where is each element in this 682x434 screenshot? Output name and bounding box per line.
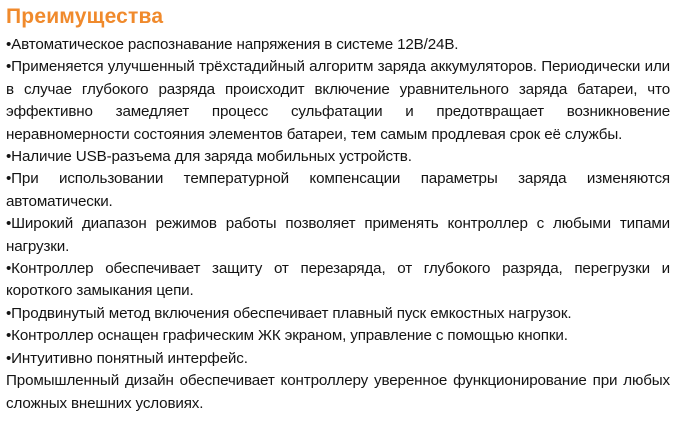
list-item-temperature-compensation: •При использовании температурной компенсации параметры заряда изменяются автоматически.	[6, 170, 670, 210]
list-item-soft-start: •Продвинутый метод включения обеспечивает плавный пуск емкостных нагрузок.	[6, 304, 572, 322]
list-item-protection: •Контроллер обеспечивает защиту от перезаряда, от глубокого разряда, перегрузки и короткого замыкания цепи.	[6, 260, 670, 300]
list-item-lcd-screen: •Контроллер оснащен графическим ЖК экраном, управление с помощью кнопки.	[6, 327, 568, 345]
page-title: Преимущества	[6, 5, 164, 28]
list-item-voltage-detection: •Автоматическое распознавание напряжения в системе 12В/24В.	[6, 36, 459, 53]
document-page	[6, 4, 670, 415]
list-item-interface: •Интуитивно понятный интерфейс.	[6, 349, 248, 367]
list-item-load-modes: •Широкий диапазон режимов работы позволяет применять контроллер с любыми типами нагрузки.	[6, 215, 670, 255]
list-item-usb-port: •Наличие USB-разъема для заряда мобильных устройств.	[6, 148, 412, 166]
list-item-charging-algorithm: •Применяется улучшенный трёхстадийный алгоритм заряда аккумуляторов. Периодически или в случае глубокого разряда происходит включение уравнительного заряда батареи, что эффективно замедляет процесс сульфатации и предотвращает возникновение неравномерности состояния элементов батареи, тем самым продлевая срок её службы.	[6, 58, 670, 143]
closing-paragraph: Промышленный дизайн обеспечивает контроллеру уверенное функционирование при любых сложных внешних условиях.	[6, 372, 670, 412]
